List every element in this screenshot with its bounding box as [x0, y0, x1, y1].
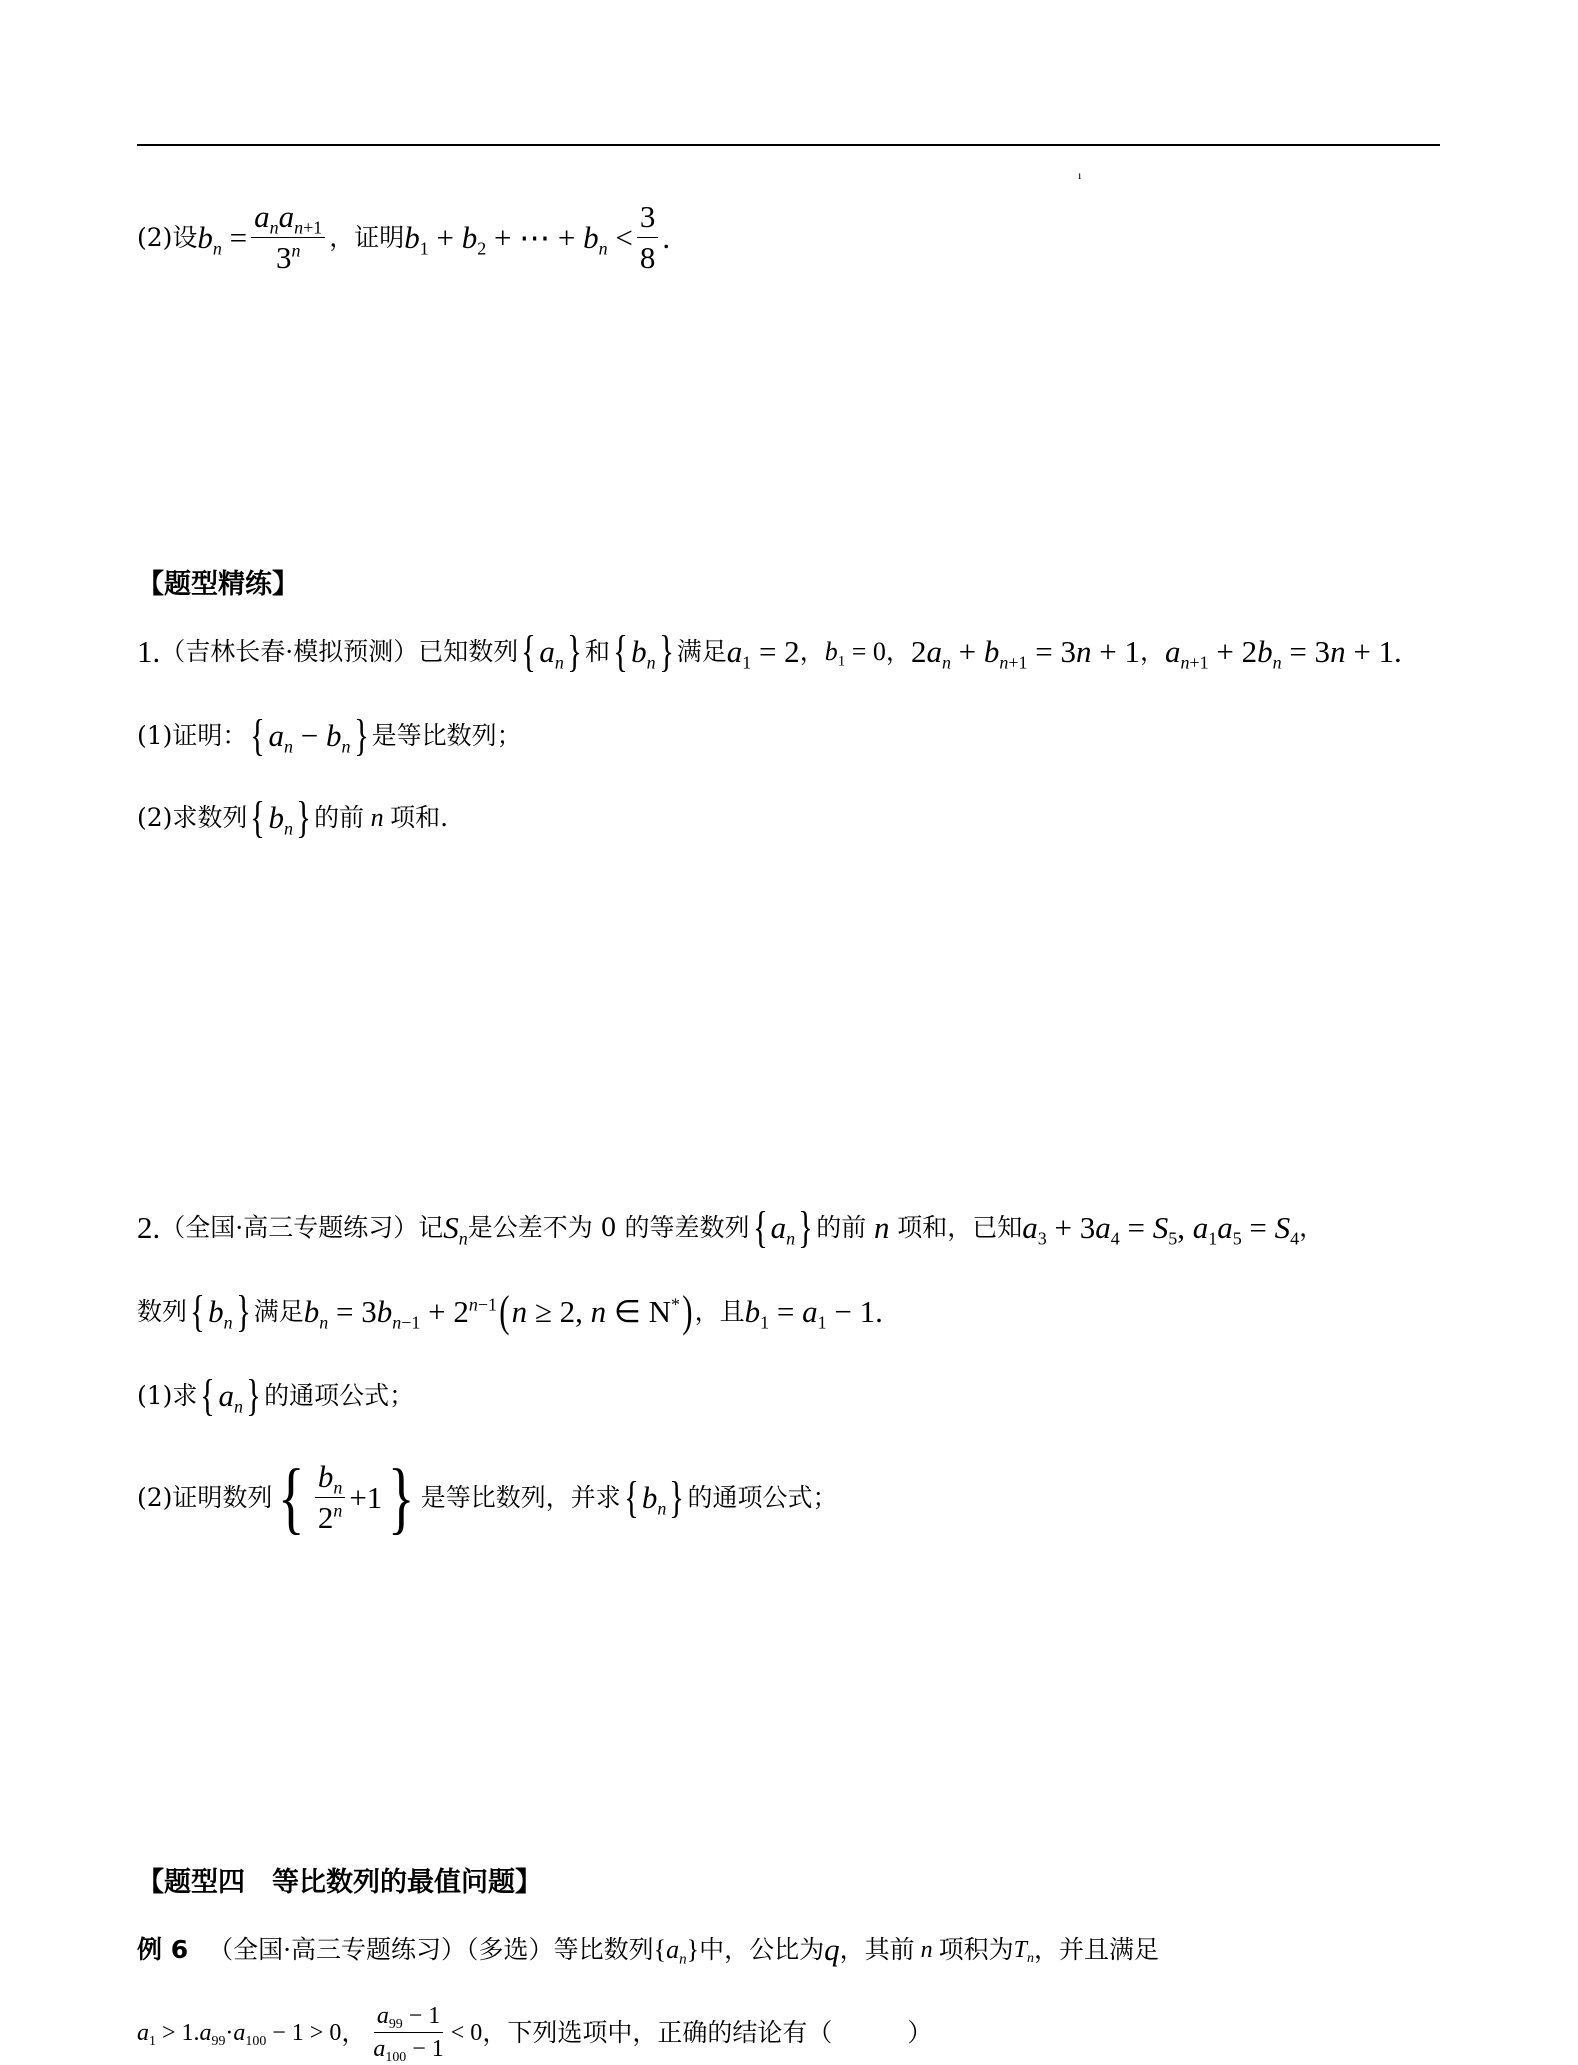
- bn-fraction: $\frac{a_na_{n+1}}{3^n}$: [251, 200, 325, 275]
- example6-line2: $a_1 > 1$ . $a_{99}\cdot a_{100} - 1 > 0$ ， $\frac{a_{99} - 1}{a_{100} - 1}$ < 0 ，下列选项中，正确的结论有（ ）: [137, 2003, 933, 2065]
- problem2-line2: 数列 { $b_n$ } 满足 $b_n = 3b_{n-1} + 2^{n-1}$ ( n ≥ 2, n ∈ N* ) ，且 $b_1 = a_1 - 1$ .: [137, 1287, 883, 1336]
- problem1-part2: (2)求数列 { $b_n$ } 的前 n 项和.: [137, 793, 449, 842]
- top-part-label: (2)设: [137, 223, 198, 253]
- problem1-source: （吉林长春·模拟预测）: [160, 637, 419, 667]
- header-rule: [137, 144, 1440, 146]
- problem2-part1: (1)求 { $a_n$ } 的通项公式；: [137, 1371, 415, 1420]
- section-heading-practice: 【题型精练】: [137, 569, 299, 600]
- example6-label: 例 6: [137, 1935, 189, 1964]
- example6-source: （全国·高三专题练习）（多选）: [208, 1935, 554, 1964]
- problem2-statement: 2. （全国·高三专题练习） 记 $S_n$ 是公差不为 0 的等差数列 { $a_n$ } 的前 n 项和，已知 $a_3 + 3a_4 = S_5$, $a_1a_5 = S_4$ ，: [137, 1203, 1325, 1252]
- problem2-source: （全国·高三专题练习）: [160, 1213, 419, 1243]
- problem1-statement: 1. （吉林长春·模拟预测） 已知数列 { $a_n$ } 和 { $b_n$ } 满足 $a_1 = 2$ ， $b_1 = 0$ ， $2a_n + b_{n+1} = 3n + 1$ ， $a_{n+1} + 2b_n = 3n + 1$ .: [137, 627, 1402, 676]
- page-mark: ı: [1078, 168, 1082, 182]
- top-part-line: (2)设 $b_n$ = $\frac{a_na_{n+1}}{3^n}$ ，证明 $b_1 + b_2$ + ⋯ + $b_n$ < $\frac{3}{8}$ .: [137, 199, 671, 276]
- problem1-part1: (1)证明： { $a_n - b_n$ } 是等比数列；: [137, 711, 522, 760]
- example6-statement: 例 6 （全国·高三专题练习）（多选） 等比数列 $\{a_n\}$ 中，公比为 q ，其前 n 项积为 $T_n$ ，并且满足: [137, 1932, 1159, 1967]
- section-heading-4: 【题型四 等比数列的最值问题】: [137, 1867, 542, 1898]
- problem2-part2: (2)证明数列 { $\frac{b_n}{2^n}$ +1 } 是等比数列，并求 { $b_n$ } 的通项公式；: [137, 1453, 838, 1542]
